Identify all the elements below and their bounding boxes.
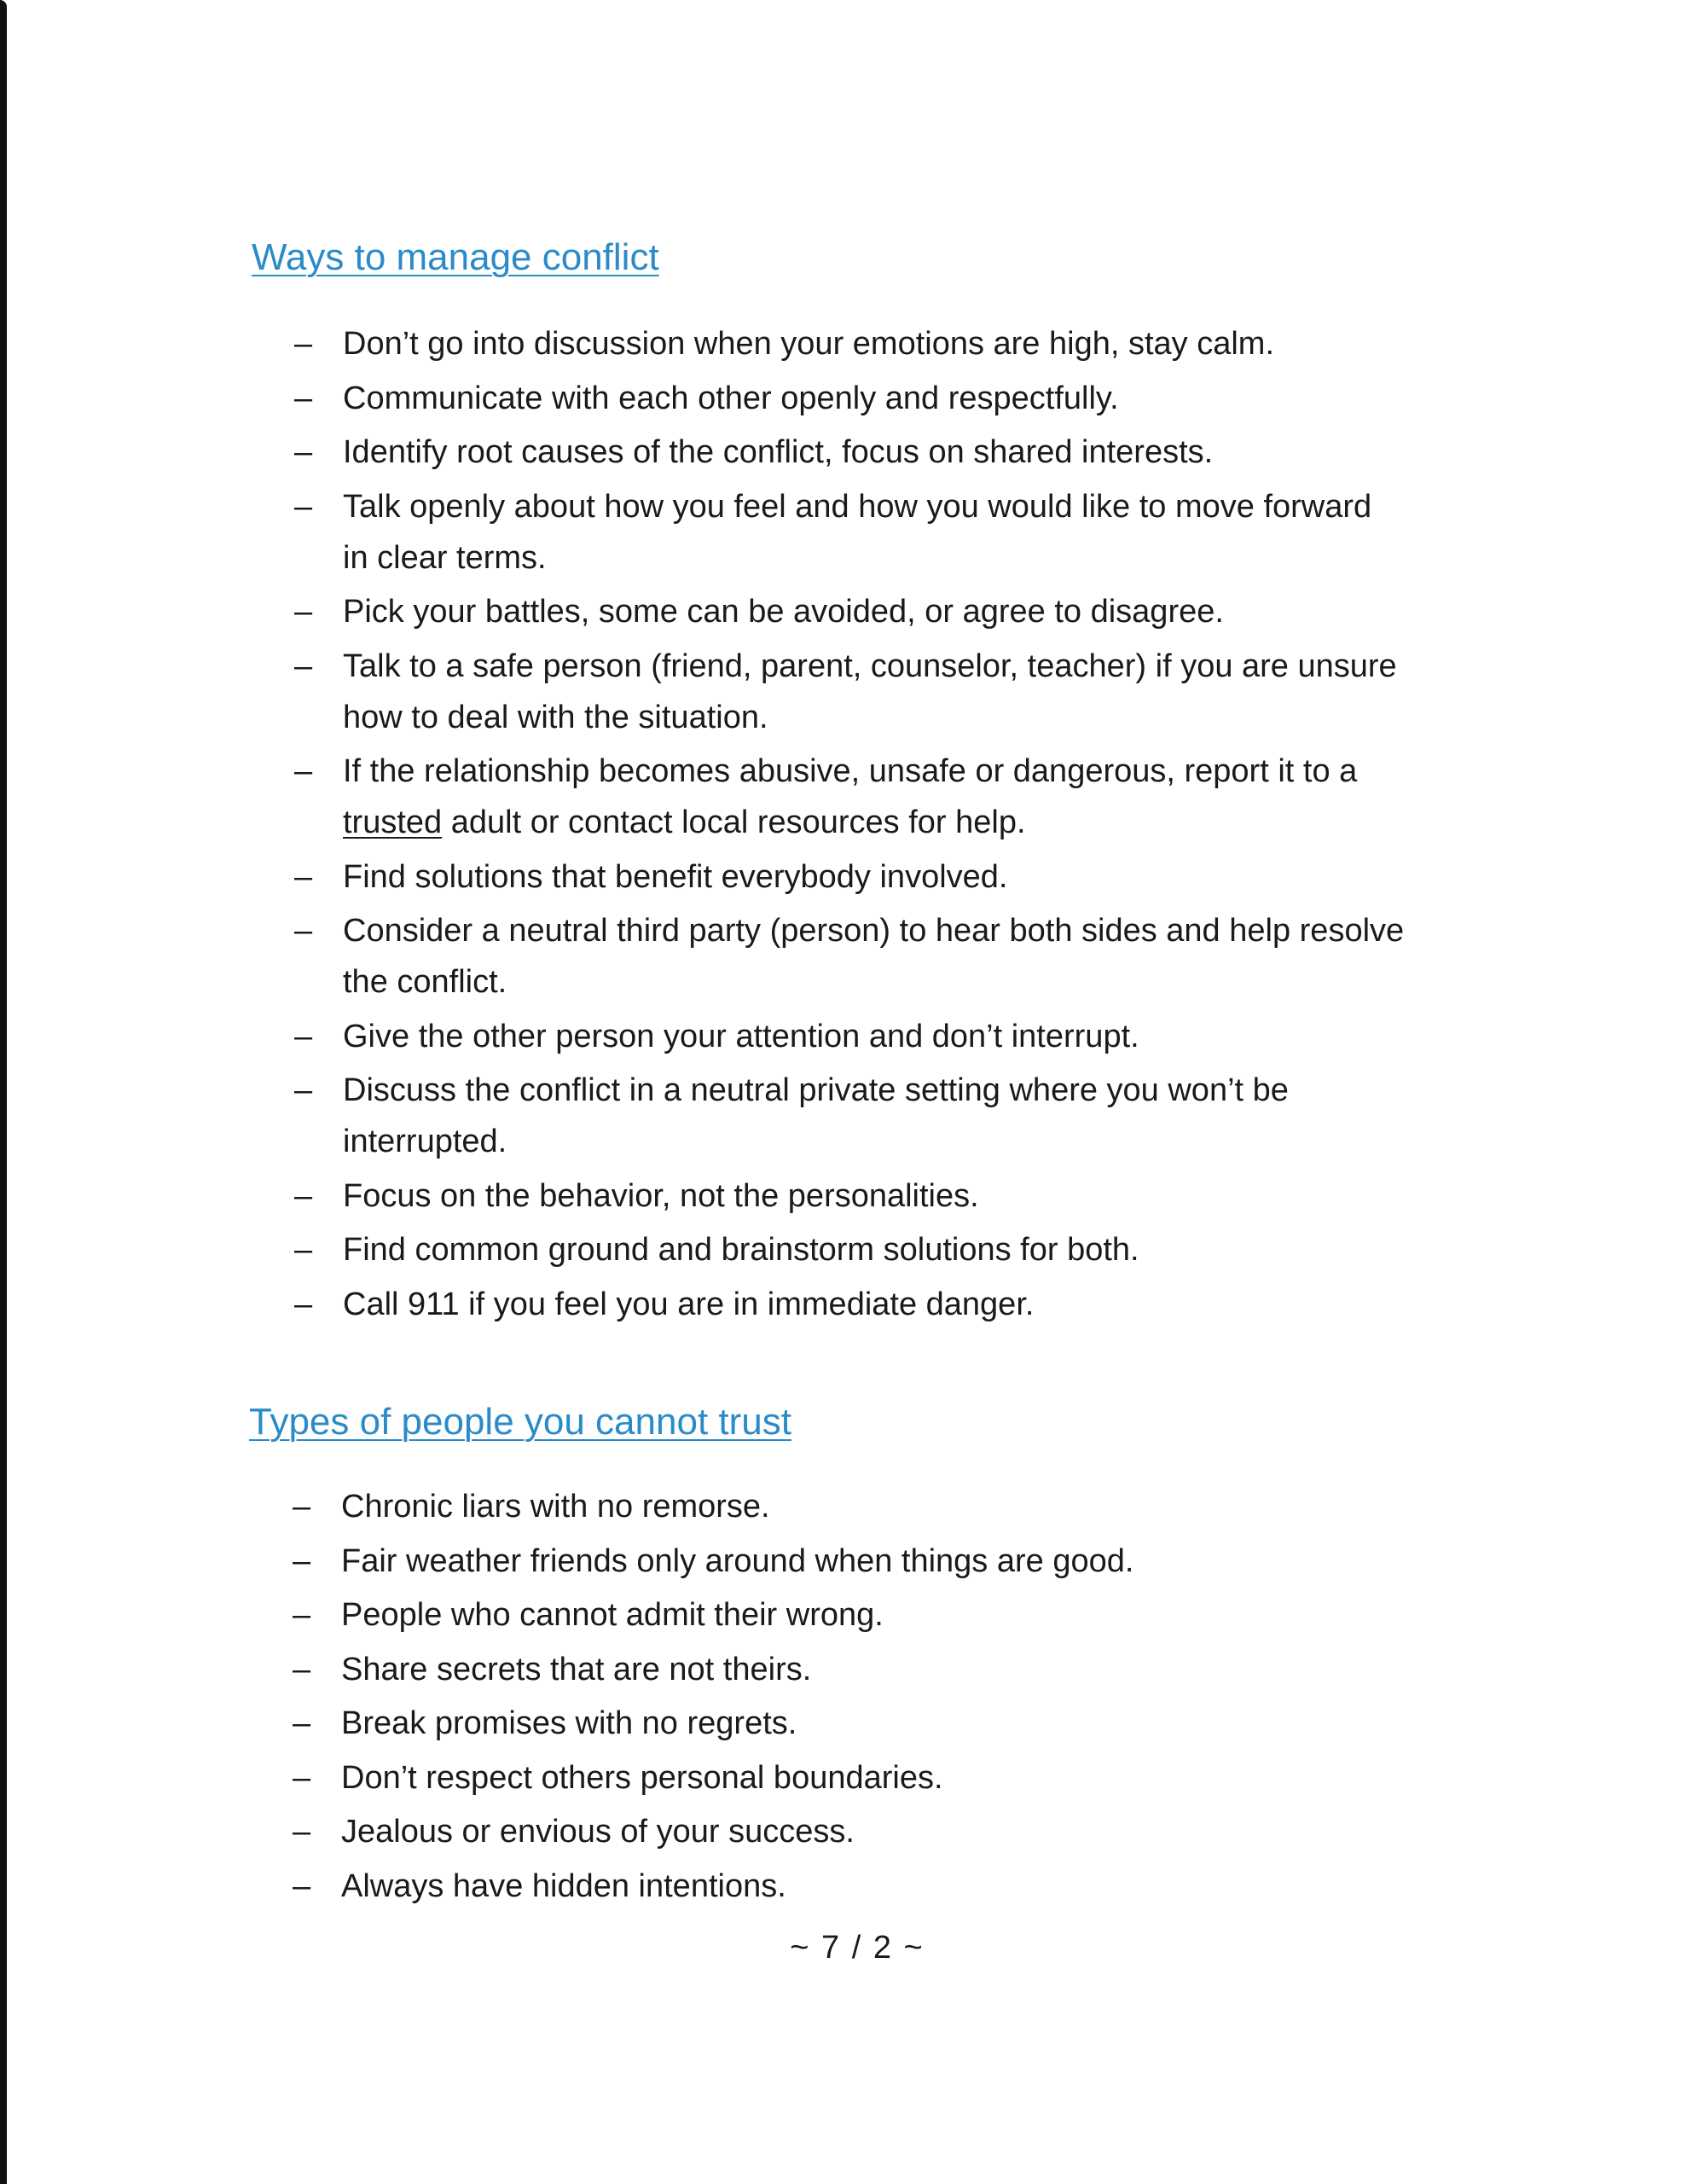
- list-item: – Don’t respect others personal boundaries.: [293, 1752, 1529, 1804]
- list-item: [294, 746, 1409, 848]
- page-number: ~ 7 / 2 ~: [790, 1930, 925, 1966]
- list-item: – Always have hidden intentions.: [293, 1861, 1529, 1912]
- list-item: – Focus on the behavior, not the personalities.: [294, 1170, 1531, 1222]
- list-item: – Talk openly about how you feel and how you would like to move forward in clear terms.: [294, 481, 1383, 584]
- list-item: – Pick your battles, some can be avoided, or agree to disagree.: [294, 586, 1531, 637]
- conflict-tips-list: [294, 318, 1531, 1333]
- list-item: – Talk to a safe person (friend, parent, counselor, teacher) if you are unsure how to deal with the situation.: [294, 641, 1409, 743]
- list-item: – Find common ground and brainstorm solutions for both.: [294, 1224, 1531, 1275]
- list-item: – Call 911 if you feel you are in immediate danger.: [294, 1279, 1531, 1330]
- list-item: – Identify root causes of the conflict, focus on shared interests.: [294, 427, 1531, 478]
- list-item: – People who cannot admit their wrong.: [293, 1589, 1529, 1641]
- list-item: – Consider a neutral third party (person) to hear both sides and help resolve the conflict.: [294, 905, 1409, 1008]
- list-item-text: adult or contact local resources for help.: [450, 804, 1026, 840]
- list-item: – Communicate with each other openly and respectfully.: [294, 373, 1531, 424]
- list-item: – Discuss the conflict in a neutral private setting where you won’t be interrupted.: [294, 1065, 1409, 1167]
- list-item: – Break promises with no regrets.: [293, 1698, 1529, 1749]
- section-heading-manage-conflict: Ways to manage conflict: [252, 236, 659, 278]
- underlined-word-trusted: trusted: [343, 804, 443, 840]
- untrustworthy-types-list: [293, 1481, 1529, 1914]
- list-item: – Share secrets that are not theirs.: [293, 1644, 1529, 1695]
- list-item: – Find solutions that benefit everybody involved.: [294, 851, 1531, 903]
- section-heading-untrustworthy-people: Types of people you cannot trust: [249, 1401, 791, 1443]
- list-item: – Jealous or envious of your success.: [293, 1806, 1529, 1857]
- list-item: – Don’t go into discussion when your emotions are high, stay calm.: [294, 318, 1531, 369]
- list-item-text: If the relationship becomes abusive, unsafe or dangerous, report it to a: [343, 753, 1358, 789]
- list-item: – Fair weather friends only around when things are good.: [293, 1536, 1529, 1587]
- scan-edge: [0, 0, 7, 2184]
- list-item: – Chronic liars with no remorse.: [293, 1481, 1529, 1532]
- list-item: – Give the other person your attention and don’t interrupt.: [294, 1011, 1531, 1062]
